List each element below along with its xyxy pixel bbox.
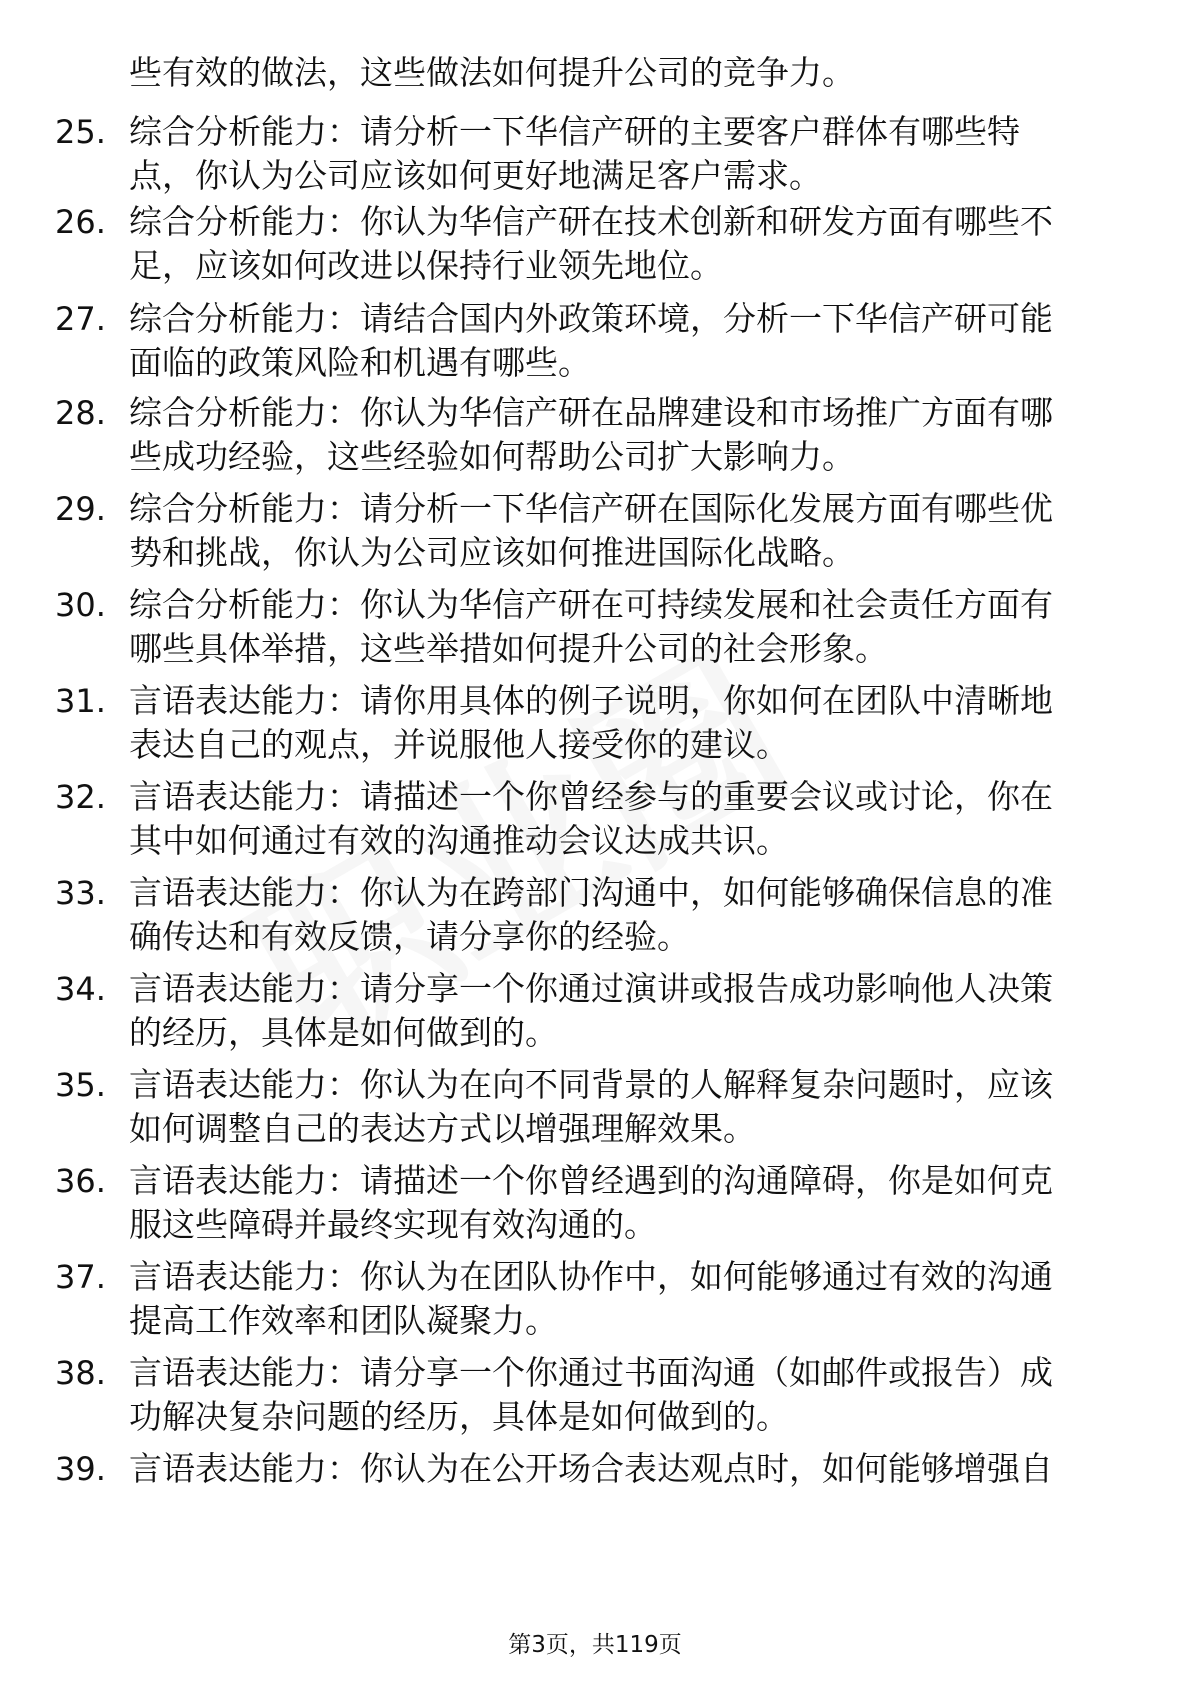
page-footer: 第3页，共119页 (508, 1632, 682, 1658)
item-number: 29. (55, 490, 106, 528)
item-number: 39. (55, 1450, 106, 1488)
item-text-line: 综合分析能力：你认为华信产研在可持续发展和社会责任方面有 (129, 585, 1053, 624)
item-text-line: 言语表达能力：请分享一个你通过演讲或报告成功影响他人决策 (129, 969, 1053, 1008)
item-text-line: 足，应该如何改进以保持行业领先地位。 (129, 246, 723, 285)
item-text-line: 言语表达能力：请你用具体的例子说明，你如何在团队中清晰地 (129, 681, 1053, 720)
item-text-line: 综合分析能力：请分析一下华信产研在国际化发展方面有哪些优 (129, 489, 1053, 528)
item-text-line: 些成功经验，这些经验如何帮助公司扩大影响力。 (129, 437, 855, 476)
item-text-line: 言语表达能力：请分享一个你通过书面沟通（如邮件或报告）成 (129, 1353, 1053, 1392)
item-number: 30. (55, 586, 106, 624)
list-item (0, 678, 1190, 778)
list-item (0, 109, 1190, 209)
item-text-line: 言语表达能力：你认为在跨部门沟通中，如何能够确保信息的准 (129, 873, 1053, 912)
item-text-line: 综合分析能力：你认为华信产研在技术创新和研发方面有哪些不 (129, 202, 1053, 241)
continuation-text: 些有效的做法，这些做法如何提升公司的竞争力。 (129, 53, 855, 92)
list-item (0, 870, 1190, 970)
item-text-line: 综合分析能力：你认为华信产研在品牌建设和市场推广方面有哪 (129, 393, 1053, 432)
list-item (0, 774, 1190, 874)
list-item (0, 1350, 1190, 1450)
list-item (0, 486, 1190, 586)
item-number: 37. (55, 1258, 106, 1296)
item-text-line: 言语表达能力：你认为在向不同背景的人解释复杂问题时，应该 (129, 1065, 1053, 1104)
item-text-line: 言语表达能力：请描述一个你曾经参与的重要会议或讨论，你在 (129, 777, 1053, 816)
item-text-line: 言语表达能力：请描述一个你曾经遇到的沟通障碍，你是如何克 (129, 1161, 1053, 1200)
item-text-line: 的经历，具体是如何做到的。 (129, 1013, 558, 1052)
item-text-line: 言语表达能力：你认为在公开场合表达观点时，如何能够增强自 (129, 1449, 1053, 1488)
list-item (0, 1158, 1190, 1258)
item-text-line: 其中如何通过有效的沟通推动会议达成共识。 (129, 821, 789, 860)
item-text-line: 提高工作效率和团队凝聚力。 (129, 1301, 558, 1340)
item-number: 35. (55, 1066, 106, 1104)
item-text-line: 功解决复杂问题的经历，具体是如何做到的。 (129, 1397, 789, 1436)
list-item (0, 296, 1190, 396)
item-text-line: 表达自己的观点，并说服他人接受你的建议。 (129, 725, 789, 764)
item-number: 38. (55, 1354, 106, 1392)
item-text-line: 确传达和有效反馈，请分享你的经验。 (129, 917, 690, 956)
item-text-line: 面临的政策风险和机遇有哪些。 (129, 343, 591, 382)
item-text-line: 势和挑战，你认为公司应该如何推进国际化战略。 (129, 533, 855, 572)
item-number: 36. (55, 1162, 106, 1200)
list-item (0, 1446, 1190, 1546)
item-number: 26. (55, 203, 106, 241)
item-text-line: 如何调整自己的表达方式以增强理解效果。 (129, 1109, 756, 1148)
list-item (0, 966, 1190, 1066)
list-item (0, 582, 1190, 682)
item-number: 28. (55, 394, 106, 432)
item-text-line: 综合分析能力：请结合国内外政策环境，分析一下华信产研可能 (129, 299, 1053, 338)
item-text-line: 言语表达能力：你认为在团队协作中，如何能够通过有效的沟通 (129, 1257, 1053, 1296)
item-number: 32. (55, 778, 106, 816)
item-number: 33. (55, 874, 106, 912)
item-text-line: 哪些具体举措，这些举措如何提升公司的社会形象。 (129, 629, 888, 668)
item-number: 27. (55, 300, 106, 338)
item-number: 25. (55, 113, 106, 151)
list-item (0, 390, 1190, 490)
list-item (0, 199, 1190, 299)
item-number: 31. (55, 682, 106, 720)
item-text-line: 服这些障碍并最终实现有效沟通的。 (129, 1205, 657, 1244)
item-text-line: 综合分析能力：请分析一下华信产研的主要客户群体有哪些特 (129, 112, 1020, 151)
item-text-line: 点，你认为公司应该如何更好地满足客户需求。 (129, 156, 822, 195)
list-item (0, 1254, 1190, 1354)
item-number: 34. (55, 970, 106, 1008)
list-item (0, 1062, 1190, 1162)
